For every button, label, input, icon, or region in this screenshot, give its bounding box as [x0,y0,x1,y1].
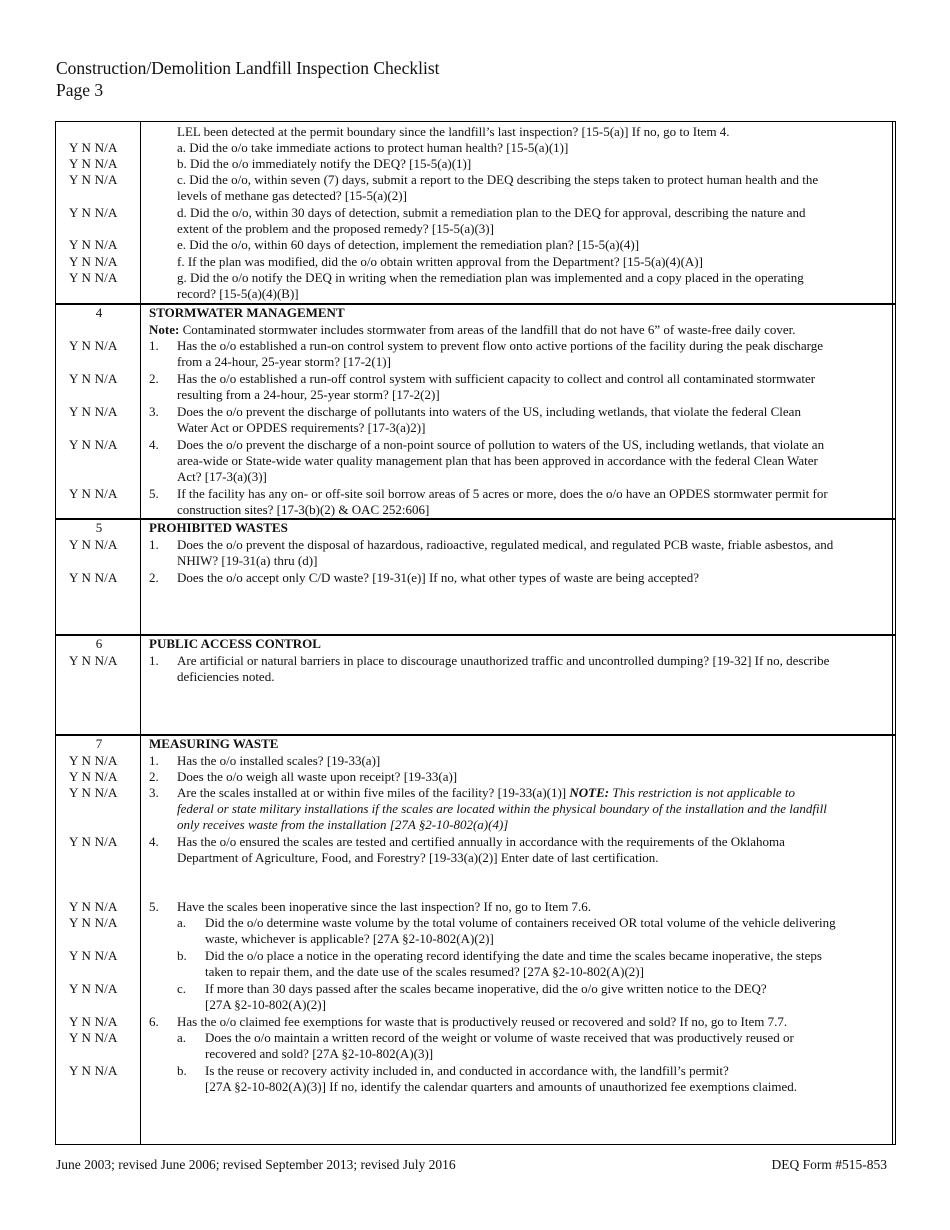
question-text: d. Did the o/o, within 30 days of detection, submit a remediation plan to the DEQ for approval, describing the nature and [177,205,806,220]
question-text: Has the o/o claimed fee exemptions for waste that is productively reused or recovered and sold? If no, go to Item 7.7. [177,1014,788,1029]
question-text: f. If the plan was modified, did the o/o obtain written approval from the Department? [15-5(a)(4)(A)] [177,254,703,269]
question-text: taken to repair them, and the date use of the scales resumed? [27A §2-10-802(A)(2)] [205,964,644,979]
item-number: 6. [149,1014,159,1029]
item-number: 2. [149,769,159,784]
question-text: If more than 30 days passed after the scales became inoperative, did the o/o give written notice to the DEQ? [205,981,767,996]
section-number: 4 [95,305,103,320]
yn-options[interactable]: Y N N/A [69,537,118,552]
yn-options[interactable]: Y N N/A [69,834,118,849]
question-text: Does the o/o maintain a written record of the weight or volume of waste received that was productively reused or [205,1030,794,1045]
item-letter: a. [177,1030,187,1045]
question-text: c. Did the o/o, within seven (7) days, submit a report to the DEQ describing the steps taken to protect human health and the [177,172,819,187]
yn-options[interactable]: Y N N/A [69,404,118,419]
question-text: Have the scales been inoperative since the last inspection? If no, go to Item 7.6. [177,899,592,914]
item-letter: a. [177,915,187,930]
item-number: 4. [149,834,159,849]
section-number: 6 [95,636,103,651]
section-title: PUBLIC ACCESS CONTROL [149,636,321,651]
section-title: PROHIBITED WASTES [149,520,288,535]
item-number: 1. [149,537,159,552]
question-text: Does the o/o prevent the discharge of a non-point source of pollution to waters of the US, including wetlands, that violate an [177,437,825,452]
column-divider [140,122,141,1144]
yn-options[interactable]: Y N N/A [69,486,118,501]
item-letter: c. [177,981,187,996]
question-text: b. Did the o/o immediately notify the DEQ? [15-5(a)(1)] [177,156,472,171]
footer-revision-dates: June 2003; revised June 2006; revised September 2013; revised July 2016 [56,1157,456,1172]
question-text: Does the o/o prevent the discharge of pollutants into waters of the US, including wetlands, that violate the federal Clean [177,404,801,419]
item-number: 3. [149,404,159,419]
item-number: 1. [149,338,159,353]
yn-options[interactable]: Y N N/A [69,753,118,768]
question-text: [27A §2-10-802(A)(2)] [205,997,326,1012]
yn-options[interactable]: Y N N/A [69,156,118,171]
item-number: 4. [149,437,159,452]
question-text: waste, whichever is applicable? [27A §2-10-802(A)(2)] [205,931,494,946]
yn-options[interactable]: Y N N/A [69,140,118,155]
yn-options[interactable]: Y N N/A [69,1030,118,1045]
document-header [56,57,440,101]
note-text: Contaminated stormwater includes stormwater from areas of the landfill that do not have 6” of waste-free daily cover. [179,322,796,337]
question-text: recovered and sold? [27A §2-10-802(A)(3)] [205,1046,434,1061]
item-number: 3. [149,785,159,800]
footer-form-number: DEQ Form #515-853 [771,1157,887,1172]
item-number: 1. [149,753,159,768]
note-label: NOTE: [569,785,610,800]
yn-options[interactable]: Y N N/A [69,254,118,269]
yn-options[interactable]: Y N N/A [69,981,118,996]
item-letter: b. [177,1063,187,1078]
note-label: Note: [149,322,180,337]
question-text [177,785,795,801]
question-text: LEL been detected at the permit boundary since the landfill’s last inspection? [15-5(a)] If no, go to Item 4. [177,124,730,139]
question-text: levels of methane gas detected? [15-5(a)(2)] [177,188,407,203]
question-text: Did the o/o determine waste volume by the total volume of containers received OR total volume of the vehicle delivering [205,915,836,930]
question-text: from a 24-hour, 25-year storm? [17-2(1)] [177,354,391,369]
question-text: Has the o/o installed scales? [19-33(a)] [177,753,381,768]
yn-options[interactable]: Y N N/A [69,948,118,963]
section-note [149,322,796,338]
question-text: Are artificial or natural barriers in place to discourage unauthorized traffic and uncontrolled dumping? [19-32] If no, describe [177,653,830,668]
item-number: 2. [149,570,159,585]
checklist-table [55,121,896,1145]
question-text: Does the o/o prevent the disposal of hazardous, radioactive, regulated medical, and regulated PCB waste, friable asbestos, and [177,537,834,552]
question-text: record? [15-5(a)(4)(B)] [177,286,299,301]
yn-options[interactable]: Y N N/A [69,270,118,285]
question-text: Has the o/o ensured the scales are tested and certified annually in accordance with the requirements of the Oklahoma [177,834,785,849]
yn-options[interactable]: Y N N/A [69,570,118,585]
yn-options[interactable]: Y N N/A [69,205,118,220]
item-letter: b. [177,948,187,963]
section-title: MEASURING WASTE [149,736,279,751]
question-text: Is the reuse or recovery activity included in, and conducted in accordance with, the landfill’s permit? [205,1063,729,1078]
question-text: Act? [17-3(a)(3)] [177,469,267,484]
question-text: e. Did the o/o, within 60 days of detection, implement the remediation plan? [15-5(a)(4)] [177,237,640,252]
yn-options[interactable]: Y N N/A [69,338,118,353]
note-text: federal or state military installations if the scales are located within the physical boundary of the installation and the landfill [177,801,827,816]
section-title: STORMWATER MANAGEMENT [149,305,345,320]
question-text: Does the o/o accept only C/D waste? [19-31(e)] If no, what other types of waste are being accepted? [177,570,699,585]
question-text: Department of Agriculture, Food, and Forestry? [19-33(a)(2)] Enter date of last certification. [177,850,659,865]
yn-options[interactable]: Y N N/A [69,1063,118,1078]
yn-options[interactable]: Y N N/A [69,237,118,252]
item-number: 5. [149,486,159,501]
question-text: extent of the problem and the proposed remedy? [15-5(a)(3)] [177,221,494,236]
question-text: Did the o/o place a notice in the operating record identifying the date and time the scales became inoperative, the steps [205,948,822,963]
question-text: NHIW? [19-31(a) thru (d)] [177,553,318,568]
question-text: Water Act or OPDES requirements? [17-3(a)2)] [177,420,426,435]
question-text: area-wide or State-wide water quality management plan that has been approved in accordance with the federal Clean Water [177,453,818,468]
question-text: g. Did the o/o notify the DEQ in writing when the remediation plan was implemented and a copy placed in the operating [177,270,804,285]
item-number: 5. [149,899,159,914]
yn-options[interactable]: Y N N/A [69,653,118,668]
yn-options[interactable]: Y N N/A [69,785,118,800]
page-number: Page 3 [56,80,104,100]
document-title: Construction/Demolition Landfill Inspection Checklist [56,58,440,78]
item-number: 2. [149,371,159,386]
question-text: resulting from a 24-hour, 25-year storm? [17-2(2)] [177,387,440,402]
note-text: only receives waste from the installation [27A §2-10-802(a)(4)] [177,817,509,832]
section-number: 5 [95,520,103,535]
question-text: construction sites? [17-3(b)(2) & OAC 252:606] [177,502,430,517]
yn-options[interactable]: Y N N/A [69,915,118,930]
item-number: 1. [149,653,159,668]
question-text: Has the o/o established a run-on control system to prevent flow onto active portions of the facility during the peak discharge [177,338,823,353]
question-text: a. Did the o/o take immediate actions to protect human health? [15-5(a)(1)] [177,140,569,155]
yn-options[interactable]: Y N N/A [69,172,118,187]
question-text: If the facility has any on- or off-site soil borrow areas of 5 acres or more, does the o/o have an OPDES stormwater permit for [177,486,828,501]
question-text: deficiencies noted. [177,669,275,684]
yn-options[interactable]: Y N N/A [69,437,118,452]
note-text: This restriction is not applicable to [609,785,795,800]
section-number: 7 [95,736,103,751]
yn-options[interactable]: Y N N/A [69,899,118,914]
question-text: [27A §2-10-802(A)(3)] If no, identify the calendar quarters and amounts of unauthorized fee exemptions claimed. [205,1079,798,1094]
yn-options[interactable]: Y N N/A [69,1014,118,1029]
question-text: Has the o/o established a run-off control system with sufficient capacity to collect and control all contaminated stormwater [177,371,816,386]
yn-options[interactable]: Y N N/A [69,769,118,784]
yn-options[interactable]: Y N N/A [69,371,118,386]
question-text: Does the o/o weigh all waste upon receipt? [19-33(a)] [177,769,458,784]
question-text-part: Are the scales installed at or within five miles of the facility? [19-33(a)(1)] [177,785,570,800]
